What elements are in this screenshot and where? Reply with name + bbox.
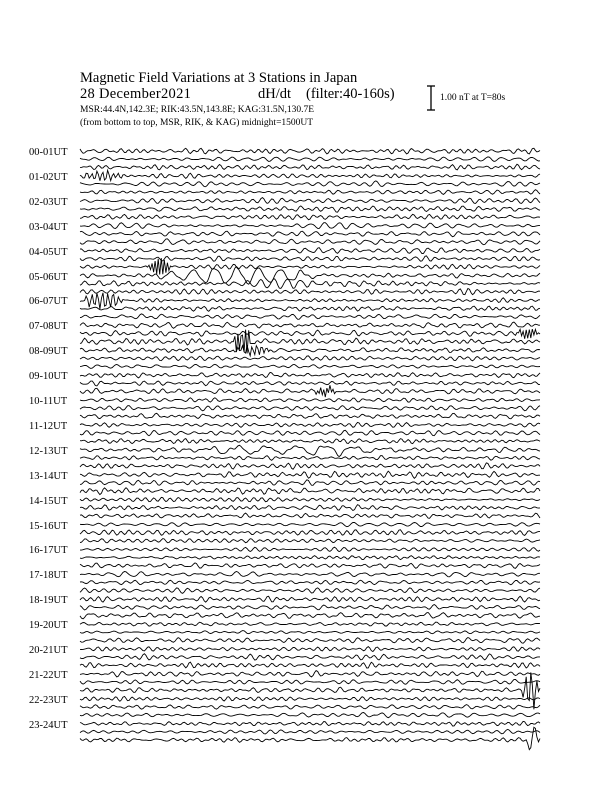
station-order-note: (from bottom to top, MSR, RIK, & KAG) midnight=1500UT [80,118,314,128]
hour-label: 11-12UT [29,420,68,432]
trace-msr-22-23UT [80,713,540,718]
hour-label: 17-18UT [29,570,68,582]
trace-rik-11-12UT [80,430,540,435]
trace-rik-02-03UT [80,206,540,212]
trace-kag-12-13UT [80,445,540,456]
trace-msr-01-02UT [80,190,540,195]
hour-label: 21-22UT [29,669,68,681]
hour-label: 16-17UT [29,545,68,557]
hour-label: 02-03UT [29,196,68,208]
hour-label: 18-19UT [29,595,68,607]
chart-date: 28 December2021 [80,86,192,102]
hour-label: 12-13UT [29,445,68,457]
hour-label: 15-16UT [29,520,68,532]
trace-kag-13-14UT [80,471,540,478]
trace-msr-00-01UT [80,164,540,170]
trace-rik-07-08UT [80,329,540,339]
trace-kag-16-17UT [80,547,540,551]
scale-bar [427,86,435,110]
trace-kag-05-06UT [80,267,540,285]
hour-label: 20-21UT [29,645,68,656]
hour-label: 09-10UT [29,371,68,383]
trace-rik-20-21UT [80,654,540,660]
trace-rik-01-02UT [80,181,540,187]
trace-kag-15-16UT [80,523,540,527]
trace-kag-21-22UT [80,671,540,677]
trace-rik-03-04UT [80,231,540,237]
hour-label: 23-24UT [29,719,68,731]
trace-rik-17-18UT [80,580,540,585]
trace-msr-08-09UT [80,364,540,368]
trace-rik-13-14UT [80,480,540,486]
hour-label: 03-04UT [29,221,68,233]
trace-kag-11-12UT [80,422,540,427]
hour-label: 06-07UT [29,296,68,308]
trace-rik-06-07UT [80,306,540,311]
chart-title: Magnetic Field Variations at 3 Stations in Japan [80,70,358,86]
trace-kag-00-01UT [80,148,540,154]
trace-rik-19-20UT [80,631,540,634]
trace-rik-23-24UT [80,729,540,734]
hour-label: 22-23UT [29,694,68,706]
trace-msr-14-15UT [80,513,540,518]
trace-kag-02-03UT [80,198,540,204]
trace-rik-12-13UT [80,456,540,461]
trace-msr-06-07UT [80,314,540,319]
trace-kag-23-24UT [80,721,540,726]
trace-msr-21-22UT [80,672,540,709]
chart-quantity: dH/dt [258,86,292,102]
trace-kag-07-08UT [80,322,540,328]
trace-msr-19-20UT [80,638,540,644]
trace-kag-09-10UT [80,372,540,378]
hour-label: 00-01UT [29,147,68,158]
trace-kag-03-04UT [80,223,540,229]
trace-msr-20-21UT [80,662,540,668]
trace-msr-11-12UT [80,439,540,444]
hour-label: 05-06UT [29,271,68,283]
trace-rik-04-05UT [80,256,540,261]
trace-msr-04-05UT [80,258,540,274]
trace-kag-20-21UT [80,647,540,652]
scale-bar-label: 1.00 nT at T=80s [440,93,506,103]
hour-label: 04-05UT [29,246,68,258]
trace-kag-18-19UT [80,596,540,602]
trace-msr-03-04UT [80,239,540,245]
trace-msr-16-17UT [80,563,540,568]
trace-kag-01-02UT [80,170,540,180]
trace-group [80,148,540,749]
trace-rik-15-16UT [80,530,540,536]
trace-rik-22-23UT [80,705,540,710]
trace-rik-18-19UT [80,605,540,611]
trace-msr-13-14UT [80,488,540,495]
hour-label: 10-11UT [29,396,68,407]
hour-label: 13-14UT [29,470,68,482]
hour-label: 08-09UT [29,346,68,358]
trace-kag-08-09UT [80,345,540,356]
trace-msr-02-03UT [80,214,540,219]
trace-msr-15-16UT [80,539,540,543]
hour-label: 07-08UT [29,321,68,333]
trace-rik-10-11UT [80,406,540,411]
trace-msr-18-19UT [80,613,540,619]
trace-msr-12-13UT [80,463,540,469]
trace-rik-00-01UT [80,157,540,162]
trace-msr-09-10UT [80,385,540,397]
hour-label: 01-02UT [29,171,68,183]
trace-rik-14-15UT [80,505,540,511]
trace-kag-19-20UT [80,622,540,626]
trace-rik-16-17UT [80,556,540,560]
trace-kag-10-11UT [80,398,540,402]
hour-label: 19-20UT [29,620,68,632]
hour-label: 14-15UT [29,495,68,507]
chart-filter: (filter:40-160s) [306,86,395,102]
station-coordinates: MSR:44.4N,142.3E; RIK:43.5N,143.8E; KAG:31.5N,130.7E [80,105,315,115]
trace-rik-09-10UT [80,381,540,386]
trace-msr-17-18UT [80,588,540,593]
trace-kag-04-05UT [80,248,540,254]
trace-msr-10-11UT [80,413,540,419]
trace-rik-05-06UT [80,279,540,289]
trace-rik-08-09UT [80,356,540,361]
trace-kag-14-15UT [80,497,540,501]
trace-rik-21-22UT [80,680,540,685]
trace-kag-17-18UT [80,572,540,577]
trace-kag-22-23UT [80,696,540,701]
trace-msr-05-06UT [80,289,540,295]
